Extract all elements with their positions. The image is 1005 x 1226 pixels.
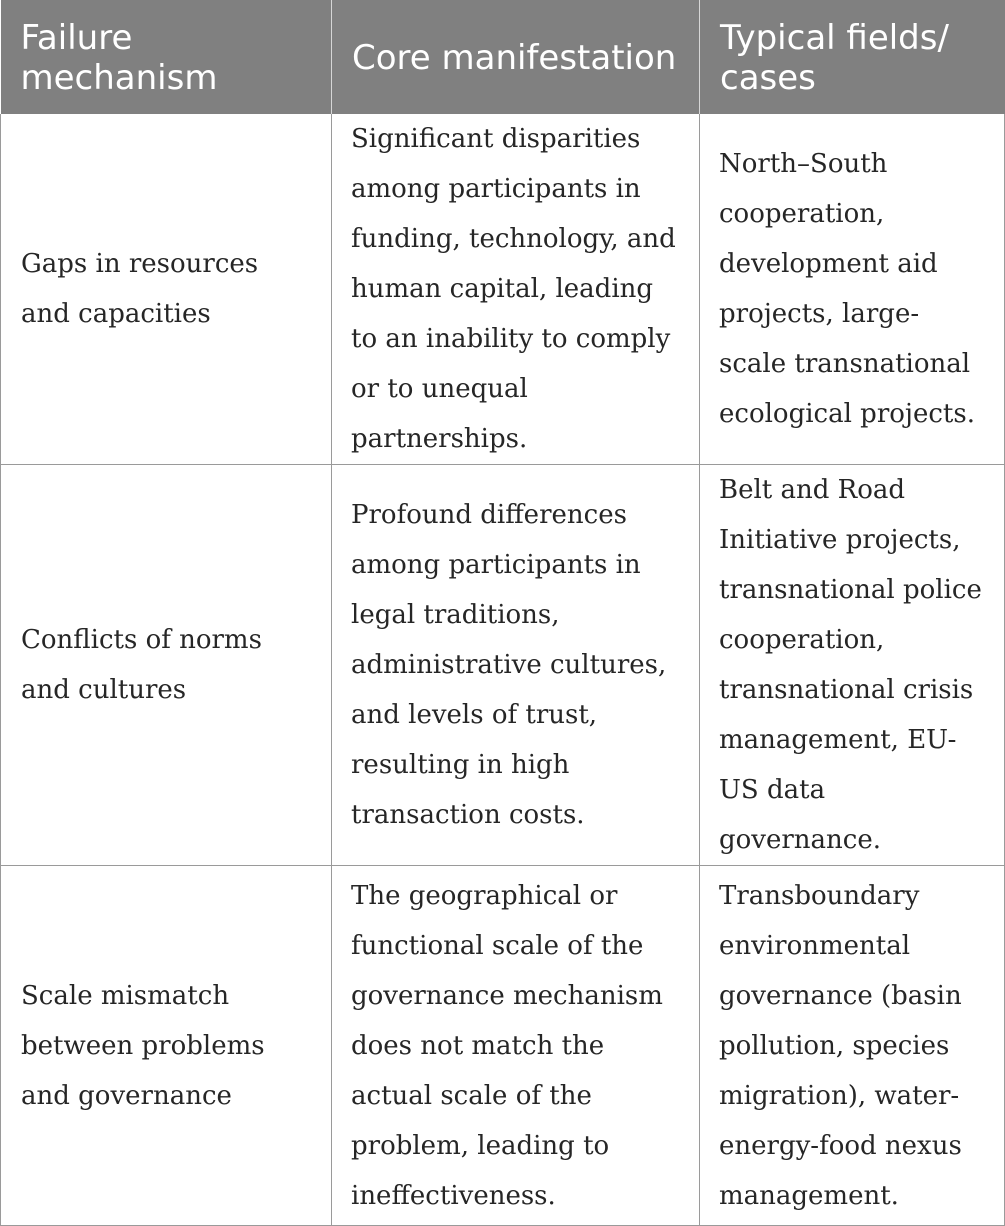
cell-manifestation: The geographical or functional scale of the governance mechanism does not match the actual scale of the problem, leading to ineffectiveness.: [332, 866, 700, 1226]
table-header: [1, 0, 1005, 114]
table-row: [1, 114, 1005, 465]
cell-manifestation: Significant disparities among participants in funding, technology, and human capital, leading to an inability to comply or to unequal partnerships.: [332, 114, 700, 465]
header-typical-fields: Typical fields/ cases: [700, 0, 1005, 114]
header-row: [1, 0, 1005, 114]
cell-mechanism: Conflicts of norms and cultures: [1, 465, 332, 866]
header-failure-mechanism: Failure mechanism: [1, 0, 332, 114]
cell-fields: Belt and Road Initiative projects, transnational police cooperation, transnational crisis management, EU-US data governance.: [700, 465, 1005, 866]
cell-mechanism: Scale mismatch between problems and governance: [1, 866, 332, 1226]
cell-manifestation: Profound differences among participants in legal traditions, administrative cultures, and levels of trust, resulting in high transaction costs.: [332, 465, 700, 866]
table-row: [1, 465, 1005, 866]
table-body: [1, 114, 1005, 1226]
header-core-manifestation: Core manifestation: [332, 0, 700, 114]
cell-fields: Transboundary environmental governance (basin pollution, species migration), water-energy-food nexus management.: [700, 866, 1005, 1226]
table-row: [1, 866, 1005, 1226]
cell-fields: North–South cooperation, development aid projects, large-scale transnational ecological projects.: [700, 114, 1005, 465]
cell-mechanism: Gaps in resources and capacities: [1, 114, 332, 465]
